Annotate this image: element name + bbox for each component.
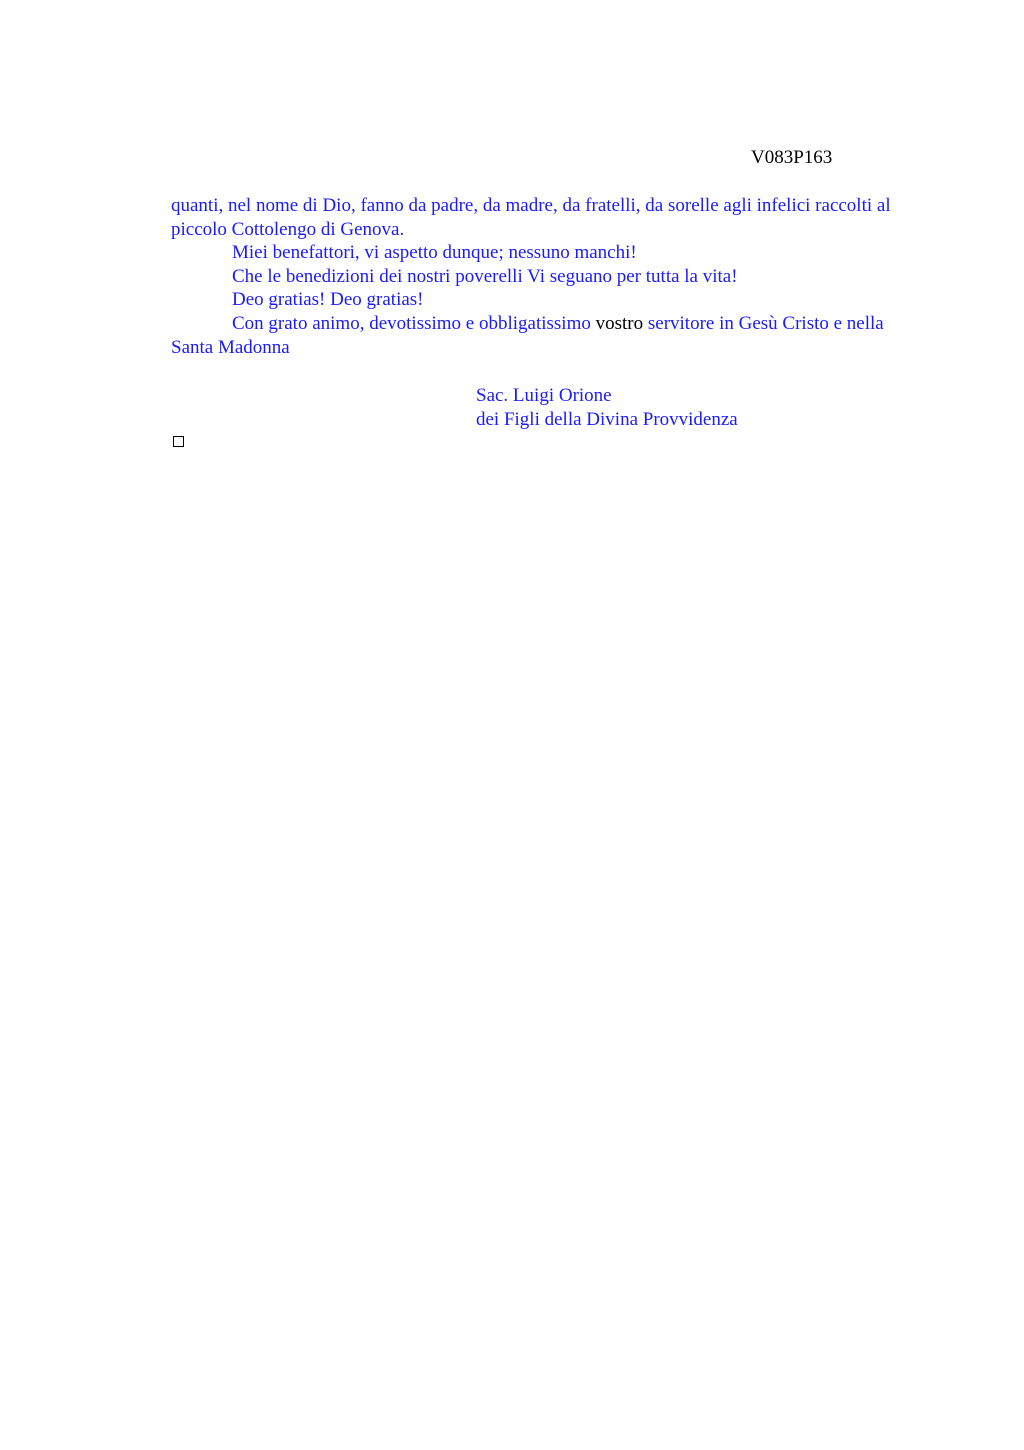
paragraph-2: Miei benefattori, vi aspetto dunque; nessuno manchi! [232,242,637,264]
paragraph-5 [171,312,911,359]
closing-text-part-3: servitore in Gesù Cristo e nella Santa Madonna [171,312,884,358]
paragraph-1: quanti, nel nome di Dio, fanno da padre, da madre, da fratelli, da sorelle agli infelici raccolti al piccolo Cottolengo di Genova. [171,195,891,240]
paragraph-4: Deo gratias! Deo gratias! [232,289,424,311]
signature-name: Sac. Luigi Orione [476,385,612,406]
signature-title: dei Figli della Divina Provvidenza [476,408,738,430]
closing-text-part-1: Con grato animo, devotissimo e obbligatissimo [232,312,596,334]
closing-text-vostro: vostro [595,312,644,334]
paragraph-3: Che le benedizioni dei nostri poverelli Vi seguano per tutta la vita! [232,265,738,287]
letter-body [171,194,911,359]
end-of-text-box-icon [173,436,184,447]
page-identifier: V083P163 [751,147,833,168]
signature-block [476,384,738,431]
